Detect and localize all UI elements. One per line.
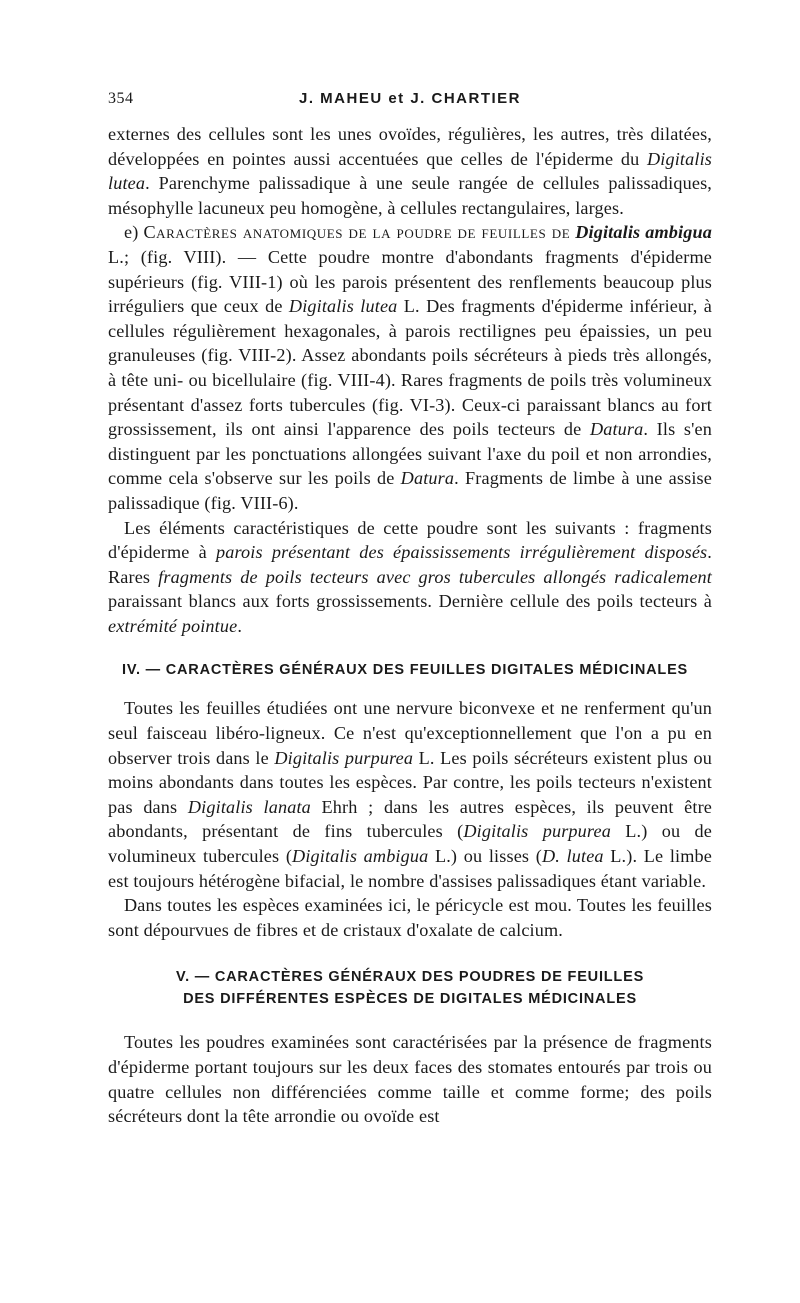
section-v-heading — [108, 966, 712, 1010]
section-e-letter: e) — [124, 222, 139, 243]
paragraph-section-e-summary: Les éléments caractéristiques de cette poudre sont les suivants : fragments d'épiderme à parois présentant des épaississements irrégulièrement disposés. Rares fragments de poils tecteurs avec gros tubercules allongés radicalement paraissant blancs aux forts grossissements. Dernière cellule des poils tecteurs à extrémité pointue. — [108, 517, 712, 636]
paragraph-continuation: externes des cellules sont les unes ovoïdes, régulières, les autres, très dilatées, développées en pointes aussi accentuées que celles de l'épiderme du Digitalis lutea. Parenchyme palissadique à une seule rangée de cellules palissadiques, mésophylle lacuneux peu homogène, à cellules rectangulaires, larges. — [108, 124, 712, 218]
section-e-species: Digitalis ambigua — [575, 222, 713, 243]
section-v-heading-line1: V. — CARACTÈRES GÉNÉRAUX DES POUDRES DE FEUILLES — [175, 969, 645, 986]
running-head-authors: J. MAHEU et J. CHARTIER — [298, 90, 522, 107]
section-iv-heading: IV. — CARACTÈRES GÉNÉRAUX DES FEUILLES DIGITALES MÉDICINALES — [122, 662, 689, 679]
running-head — [108, 90, 712, 118]
book-page — [108, 90, 712, 1129]
paragraph-section-iv-2: Dans toutes les espèces examinées ici, le péricycle est mou. Toutes les feuilles sont dépourvues de fibres et de cristaux d'oxalate de calcium. — [108, 895, 712, 940]
paragraph-section-v-1: Toutes les poudres examinées sont caractérisées par la présence de fragments d'épiderme portant toujours sur les deux faces des stomates entourés par trois ou quatre cellules non différenciées comme taille et comme forme; des poils sécréteurs dont la tête arrondie ou ovoïde est — [108, 1032, 712, 1127]
section-v-heading-line2: DES DIFFÉRENTES ESPÈCES DE DIGITALES MÉDICINALES — [183, 991, 637, 1008]
paragraph-section-iv-1: Toutes les feuilles étudiées ont une nervure biconvexe et ne renferment qu'un seul faisceau libéro-ligneux. Ce n'est qu'exceptionnellement que l'on a pu en observer trois dans le Digitalis purpurea L. Les poils sécréteurs existent plus ou moins abondants dans toutes les espèces. Par contre, les poils tecteurs n'existent pas dans Digitalis lanata Ehrh ; dans les autres espèces, ils peuvent être abondants, présentant de fins tubercules (Digitalis purpurea L.) ou de volumineux tubercules (Digitalis ambigua L.) ou lisses (D. lutea L.). Le limbe est toujours hétérogène bifacial, le nombre d'assises palissadiques étant variable. — [108, 698, 713, 891]
paragraph-section-e: e) Caractères anatomiques de la poudre de feuilles de Digitalis ambigua L.; (fig. VIII). — Cette poudre montre d'abondants fragments d'épiderme supérieurs (fig. VIII-1) où les parois présentent des renflements beaucoup plus irréguliers que ceux de Digitalis lutea L. Des fragments d'épiderme inférieur, à cellules régulièrement hexagonales, à parois rectilignes peu épaissies, un peu granuleuses (fig. VIII-2). Assez abondants poils sécréteurs à pieds très allongés, à tête uni- ou bicellulaire (fig. VIII-4). Rares fragments de poils très volumineux présentant d'assez forts tubercules (fig. VI-3). Ceux-ci paraissant blancs au fort grossissement, ils ont ainsi l'apparence des poils tecteurs de Datura. Ils s'en distinguent par les ponctuations allongées suivant l'axe du poil et non arrondies, comme cela s'observe sur les poils de Datura. Fragments de limbe à une assise palissadique (fig. VIII-6). — [108, 222, 713, 513]
page-number: 354 — [108, 90, 134, 107]
section-e-heading: Caractères anatomiques de la poudre de feuilles de — [143, 222, 571, 243]
